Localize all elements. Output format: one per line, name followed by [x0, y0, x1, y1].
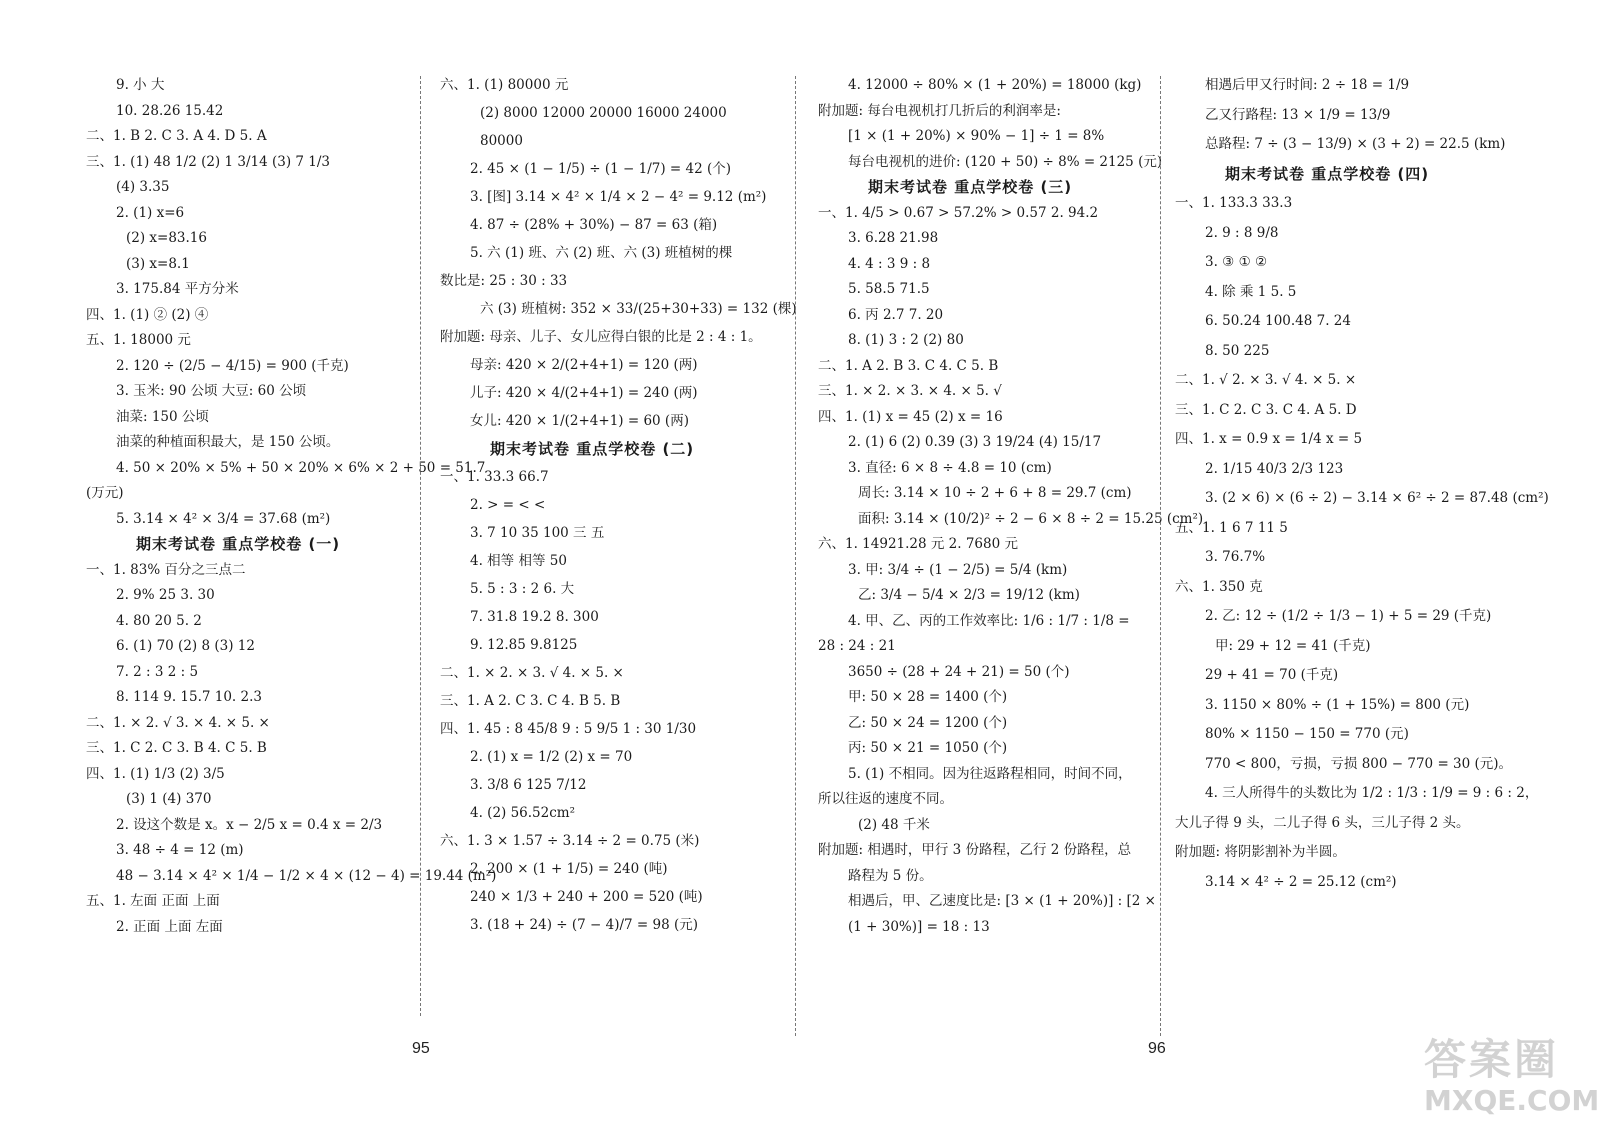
answer-line: 2. (1) x=6 [116, 204, 185, 221]
watermark-logo [1424, 1035, 1600, 1126]
watermark-en: MXQE.COM [1424, 1084, 1600, 1117]
answer-line: 大儿子得 9 头，二儿子得 6 头，三儿子得 2 头。 [1175, 814, 1470, 831]
answer-line: 周长: 3.14 × 10 ÷ 2 + 6 + 8 = 29.7 (cm) [858, 485, 1132, 501]
answer-line: 女儿: 420 × 1/(2+4+1) = 60 (两) [470, 413, 689, 429]
answer-line: (2) 48 千米 [858, 816, 930, 833]
answer-line: 三、1. C 2. C 3. B 4. C 5. B [86, 740, 267, 756]
answer-line: 一、1. 133.3 33.3 [1175, 195, 1293, 211]
answer-line: 附加题: 母亲、儿子、女儿应得白银的比是 2 : 4 : 1。 [440, 329, 762, 345]
answer-line: 7. 31.8 19.2 8. 300 [470, 609, 599, 625]
answer-line: 丙: 50 × 21 = 1050 (个) [848, 740, 1008, 756]
answer-line: 甲: 50 × 28 = 1400 (个) [848, 689, 1008, 705]
answer-line: 六、1. 3 × 1.57 ÷ 3.14 ÷ 2 = 0.75 (米) [440, 833, 700, 849]
answer-line: 二、1. √ 2. × 3. √ 4. × 5. × [1175, 372, 1357, 388]
answer-line: 三、1. C 2. C 3. C 4. A 5. D [1175, 401, 1357, 418]
answer-line: 甲: 29 + 12 = 41 (千克) [1215, 637, 1371, 654]
answer-line: 四、1. 45 : 8 45/8 9 : 5 9/5 1 : 30 1/30 [440, 721, 697, 737]
answer-line: 四、1. (1) ② (2) ④ [86, 306, 209, 323]
answer-line: 28 : 24 : 21 [818, 638, 896, 654]
answer-line: 240 × 1/3 + 240 + 200 = 520 (吨) [470, 889, 703, 905]
answer-line: (2) 8000 12000 20000 16000 24000 [480, 105, 727, 121]
answer-line: 五、1. 1 6 7 11 5 [1175, 519, 1288, 536]
answer-line: 2. 200 × (1 + 1/5) = 240 (吨) [470, 861, 668, 877]
answer-line: 二、1. B 2. C 3. A 4. D 5. A [86, 128, 267, 144]
answer-line: 3. (2 × 6) × (6 ÷ 2) − 3.14 × 6² ÷ 2 = 87.48 (cm²) [1205, 490, 1549, 506]
answer-line: 2. 乙: 12 ÷ (1/2 ÷ 1/3 − 1) + 5 = 29 (千克) [1205, 608, 1492, 624]
answer-line: 3. 76.7% [1205, 549, 1266, 565]
answer-line: 8. 114 9. 15.7 10. 2.3 [116, 689, 262, 705]
answer-line: 3. 玉米: 90 公顷 大豆: 60 公顷 [116, 383, 307, 399]
answer-line: 80% × 1150 − 150 = 770 (元) [1205, 726, 1409, 742]
answer-line: 48 − 3.14 × 4² × 1/4 − 1/2 × 4 × (12 − 4) = 19.44 (m²) [116, 867, 497, 884]
answer-line: 四、1. x = 0.9 x = 1/4 x = 5 [1175, 431, 1363, 447]
answer-line: 2. (1) x = 1/2 (2) x = 70 [470, 749, 633, 765]
answer-line: (3) 1 (4) 370 [126, 791, 212, 807]
answer-line: 5. 5 : 3 : 2 6. 大 [470, 581, 575, 597]
answer-line: 相遇后甲又行时间: 2 ÷ 18 = 1/9 [1205, 77, 1410, 93]
answer-line: 2. 9 : 8 9/8 [1205, 224, 1279, 241]
answer-line: 2. 正面 上面 左面 [116, 918, 223, 935]
answer-line: 附加题: 相遇时，甲行 3 份路程，乙行 2 份路程，总 [818, 842, 1132, 858]
answer-line: 4. 甲、乙、丙的工作效率比: 1/6 : 1/7 : 1/8 = [848, 612, 1130, 629]
answer-line: 4. 87 ÷ (28% + 30%) − 87 = 63 (箱) [470, 217, 718, 233]
answer-line: 2. 45 × (1 − 1/5) ÷ (1 − 1/7) = 42 (个) [470, 161, 732, 177]
answer-line: 3.14 × 4² ÷ 2 = 25.12 (cm²) [1205, 873, 1397, 890]
answer-line: 5. 六 (1) 班、六 (2) 班、六 (3) 班植树的棵 [470, 245, 733, 261]
answer-line: 4. 4 : 3 9 : 8 [848, 255, 931, 272]
answer-line: 面积: 3.14 × (10/2)² ÷ 2 − 6 × 8 ÷ 2 = 15.25 (cm²) [858, 510, 1204, 527]
answer-line: 9. 12.85 9.8125 [470, 637, 578, 653]
answer-line: 一、1. 4/5 > 0.67 > 57.2% > 0.57 2. 94.2 [818, 204, 1099, 221]
section-title: 期末考试卷 重点学校卷 (二) [490, 440, 695, 458]
answer-line: 2. 120 ÷ (2/5 − 4/15) = 900 (千克) [116, 357, 349, 374]
answer-line: 2. > = < < [470, 497, 546, 513]
answer-line: 3. [图] 3.14 × 4² × 1/4 × 2 − 4² = 9.12 (m²) [470, 189, 767, 205]
answer-line: 4. 80 20 5. 2 [116, 612, 202, 629]
answer-line: 4. 三人所得牛的头数比为 1/2 : 1/3 : 1/9 = 9 : 6 : 2， [1205, 785, 1539, 801]
answer-line: 3. 1150 × 80% ÷ (1 + 15%) = 800 (元) [1205, 696, 1470, 713]
answer-line: 3. 48 ÷ 4 = 12 (m) [116, 842, 244, 858]
answer-line: (3) x=8.1 [126, 255, 190, 272]
answer-line: 6. 丙 2.7 7. 20 [848, 306, 944, 323]
answer-line: 油菜: 150 公顷 [116, 408, 209, 425]
section-title: 期末考试卷 重点学校卷 (四) [1225, 164, 1430, 183]
answer-line: 油菜的种植面积最大，是 150 公顷。 [116, 434, 340, 450]
watermark-cn: 答案圈 [1424, 1035, 1560, 1084]
section-title: 期末考试卷 重点学校卷 (三) [868, 178, 1073, 196]
answer-line: 29 + 41 = 70 (千克) [1205, 667, 1339, 683]
answer-line: 路程为 5 份。 [848, 867, 933, 884]
answer-line: (万元) [86, 485, 124, 501]
answer-line: 6. (1) 70 (2) 8 (3) 12 [116, 638, 255, 654]
answer-line: 6. 50.24 100.48 7. 24 [1205, 313, 1351, 329]
page-number-right: 96 [1148, 1040, 1166, 1057]
answer-line: 2. 设这个数是 x。x − 2/5 x = 0.4 x = 2/3 [116, 816, 383, 833]
answer-line: 四、1. (1) 1/3 (2) 3/5 [86, 765, 225, 782]
answer-line: 3. 7 10 35 100 三 五 [470, 525, 605, 541]
answer-line: 儿子: 420 × 4/(2+4+1) = 240 (两) [470, 385, 698, 401]
answer-line: [1 × (1 + 20%) × 90% − 1] ÷ 1 = 8% [848, 128, 1105, 144]
answer-line: 二、1. A 2. B 3. C 4. C 5. B [818, 357, 999, 374]
answer-line: 五、1. 左面 正面 上面 [86, 893, 220, 909]
answer-line: 9. 小 大 [116, 77, 165, 93]
answer-line: 二、1. × 2. √ 3. × 4. × 5. × [86, 714, 270, 731]
answer-line: 乙: 50 × 24 = 1200 (个) [848, 714, 1008, 731]
answer-line: 乙: 3/4 − 5/4 × 2/3 = 19/12 (km) [858, 587, 1080, 603]
answer-line: 8. (1) 3 : 2 (2) 80 [848, 332, 964, 348]
answer-line: 相遇后，甲、乙速度比是: [3 × (1 + 20%)] : [2 × [848, 893, 1156, 909]
answer-line: 三、1. (1) 48 1/2 (2) 1 3/14 (3) 7 1/3 [86, 153, 330, 170]
answer-line: 80000 [480, 133, 523, 149]
answer-line: 3. 甲: 3/4 ÷ (1 − 2/5) = 5/4 (km) [848, 561, 1068, 578]
answer-line: 附加题: 每台电视机打几折后的利润率是: [818, 102, 1061, 119]
answer-line: 4. (2) 56.52cm² [470, 805, 576, 821]
answer-line: 四、1. (1) x = 45 (2) x = 16 [818, 408, 1003, 425]
answer-line: 总路程: 7 ÷ (3 − 13/9) × (3 + 2) = 22.5 (km) [1205, 136, 1506, 152]
answer-line: 六、1. (1) 80000 元 [440, 77, 569, 93]
answer-line: 3650 ÷ (28 + 24 + 21) = 50 (个) [848, 663, 1070, 680]
answer-line: 母亲: 420 × 2/(2+4+1) = 120 (两) [470, 357, 698, 373]
column-divider-1 [420, 76, 421, 1016]
page-gutter [795, 76, 796, 1036]
answer-line: 3. ③ ① ② [1205, 254, 1268, 270]
answer-line: 附加题: 将阴影割补为半圆。 [1175, 844, 1346, 860]
answer-line: 所以往返的速度不同。 [818, 791, 953, 807]
answer-line: 3. 3/8 6 125 7/12 [470, 777, 587, 793]
answer-line: (2) x=83.16 [126, 230, 207, 246]
answer-line: 六 (3) 班植树: 352 × 33/(25+30+33) = 132 (棵) [480, 301, 797, 317]
answer-line: 2. 1/15 40/3 2/3 123 [1205, 460, 1344, 477]
answer-line: 数比是: 25 : 30 : 33 [440, 273, 568, 289]
answer-line: (1 + 30%)] = 18 : 13 [848, 918, 990, 935]
answer-line: 3. 175.84 平方分米 [116, 281, 239, 297]
answer-line: 3. 直径: 6 × 8 ÷ 4.8 = 10 (cm) [848, 459, 1052, 476]
answer-line: 五、1. 18000 元 [86, 332, 191, 348]
answer-line: 每台电视机的进价: (120 + 50) ÷ 8% = 2125 (元) [848, 153, 1163, 170]
answer-line: 2. (1) 6 (2) 0.39 (3) 3 19/24 (4) 15/17 [848, 434, 1102, 450]
answer-line: 3. (18 + 24) ÷ (7 − 4)/7 = 98 (元) [470, 917, 698, 933]
section-title: 期末考试卷 重点学校卷 (一) [136, 535, 341, 553]
answer-line: 10. 28.26 15.42 [116, 102, 224, 119]
answer-line: (4) 3.35 [116, 179, 170, 195]
answer-line: 5. (1) 不相同。因为往返路程相同，时间不同， [848, 765, 1132, 782]
answer-line: 2. 9% 25 3. 30 [116, 587, 215, 603]
answer-line: 六、1. 350 克 [1175, 578, 1263, 595]
answer-line: 一、1. 83% 百分之三点二 [86, 561, 246, 578]
answer-line: 三、1. × 2. × 3. × 4. × 5. √ [818, 383, 1002, 399]
column-divider-2 [1160, 76, 1161, 1036]
answer-line: 770 < 800，亏损，亏损 800 − 770 = 30 (元)。 [1205, 755, 1513, 772]
answer-line: 8. 50 225 [1205, 342, 1270, 359]
answer-line: 4. 除 乘 1 5. 5 [1205, 283, 1297, 300]
answer-line: 六、1. 14921.28 元 2. 7680 元 [818, 536, 1018, 552]
answer-line: 5. 58.5 71.5 [848, 281, 930, 297]
answer-line: 4. 12000 ÷ 80% × (1 + 20%) = 18000 (kg) [848, 77, 1142, 93]
answer-line: 乙又行路程: 13 × 1/9 = 13/9 [1205, 106, 1391, 123]
page-number-left: 95 [412, 1040, 430, 1057]
answer-line: 三、1. A 2. C 3. C 4. B 5. B [440, 693, 621, 709]
answer-line: 二、1. × 2. × 3. √ 4. × 5. × [440, 665, 624, 681]
answer-line: 3. 6.28 21.98 [848, 230, 939, 246]
answer-line: 7. 2 : 3 2 : 5 [116, 663, 199, 680]
answer-line: 5. 3.14 × 4² × 3/4 = 37.68 (m²) [116, 510, 331, 527]
answer-line: 4. 50 × 20% × 5% + 50 × 20% × 6% × 2 + 50 = 51.7 [116, 459, 486, 476]
answer-line: 一、1. 33.3 66.7 [440, 469, 549, 485]
answer-line: 4. 相等 相等 50 [470, 553, 567, 569]
